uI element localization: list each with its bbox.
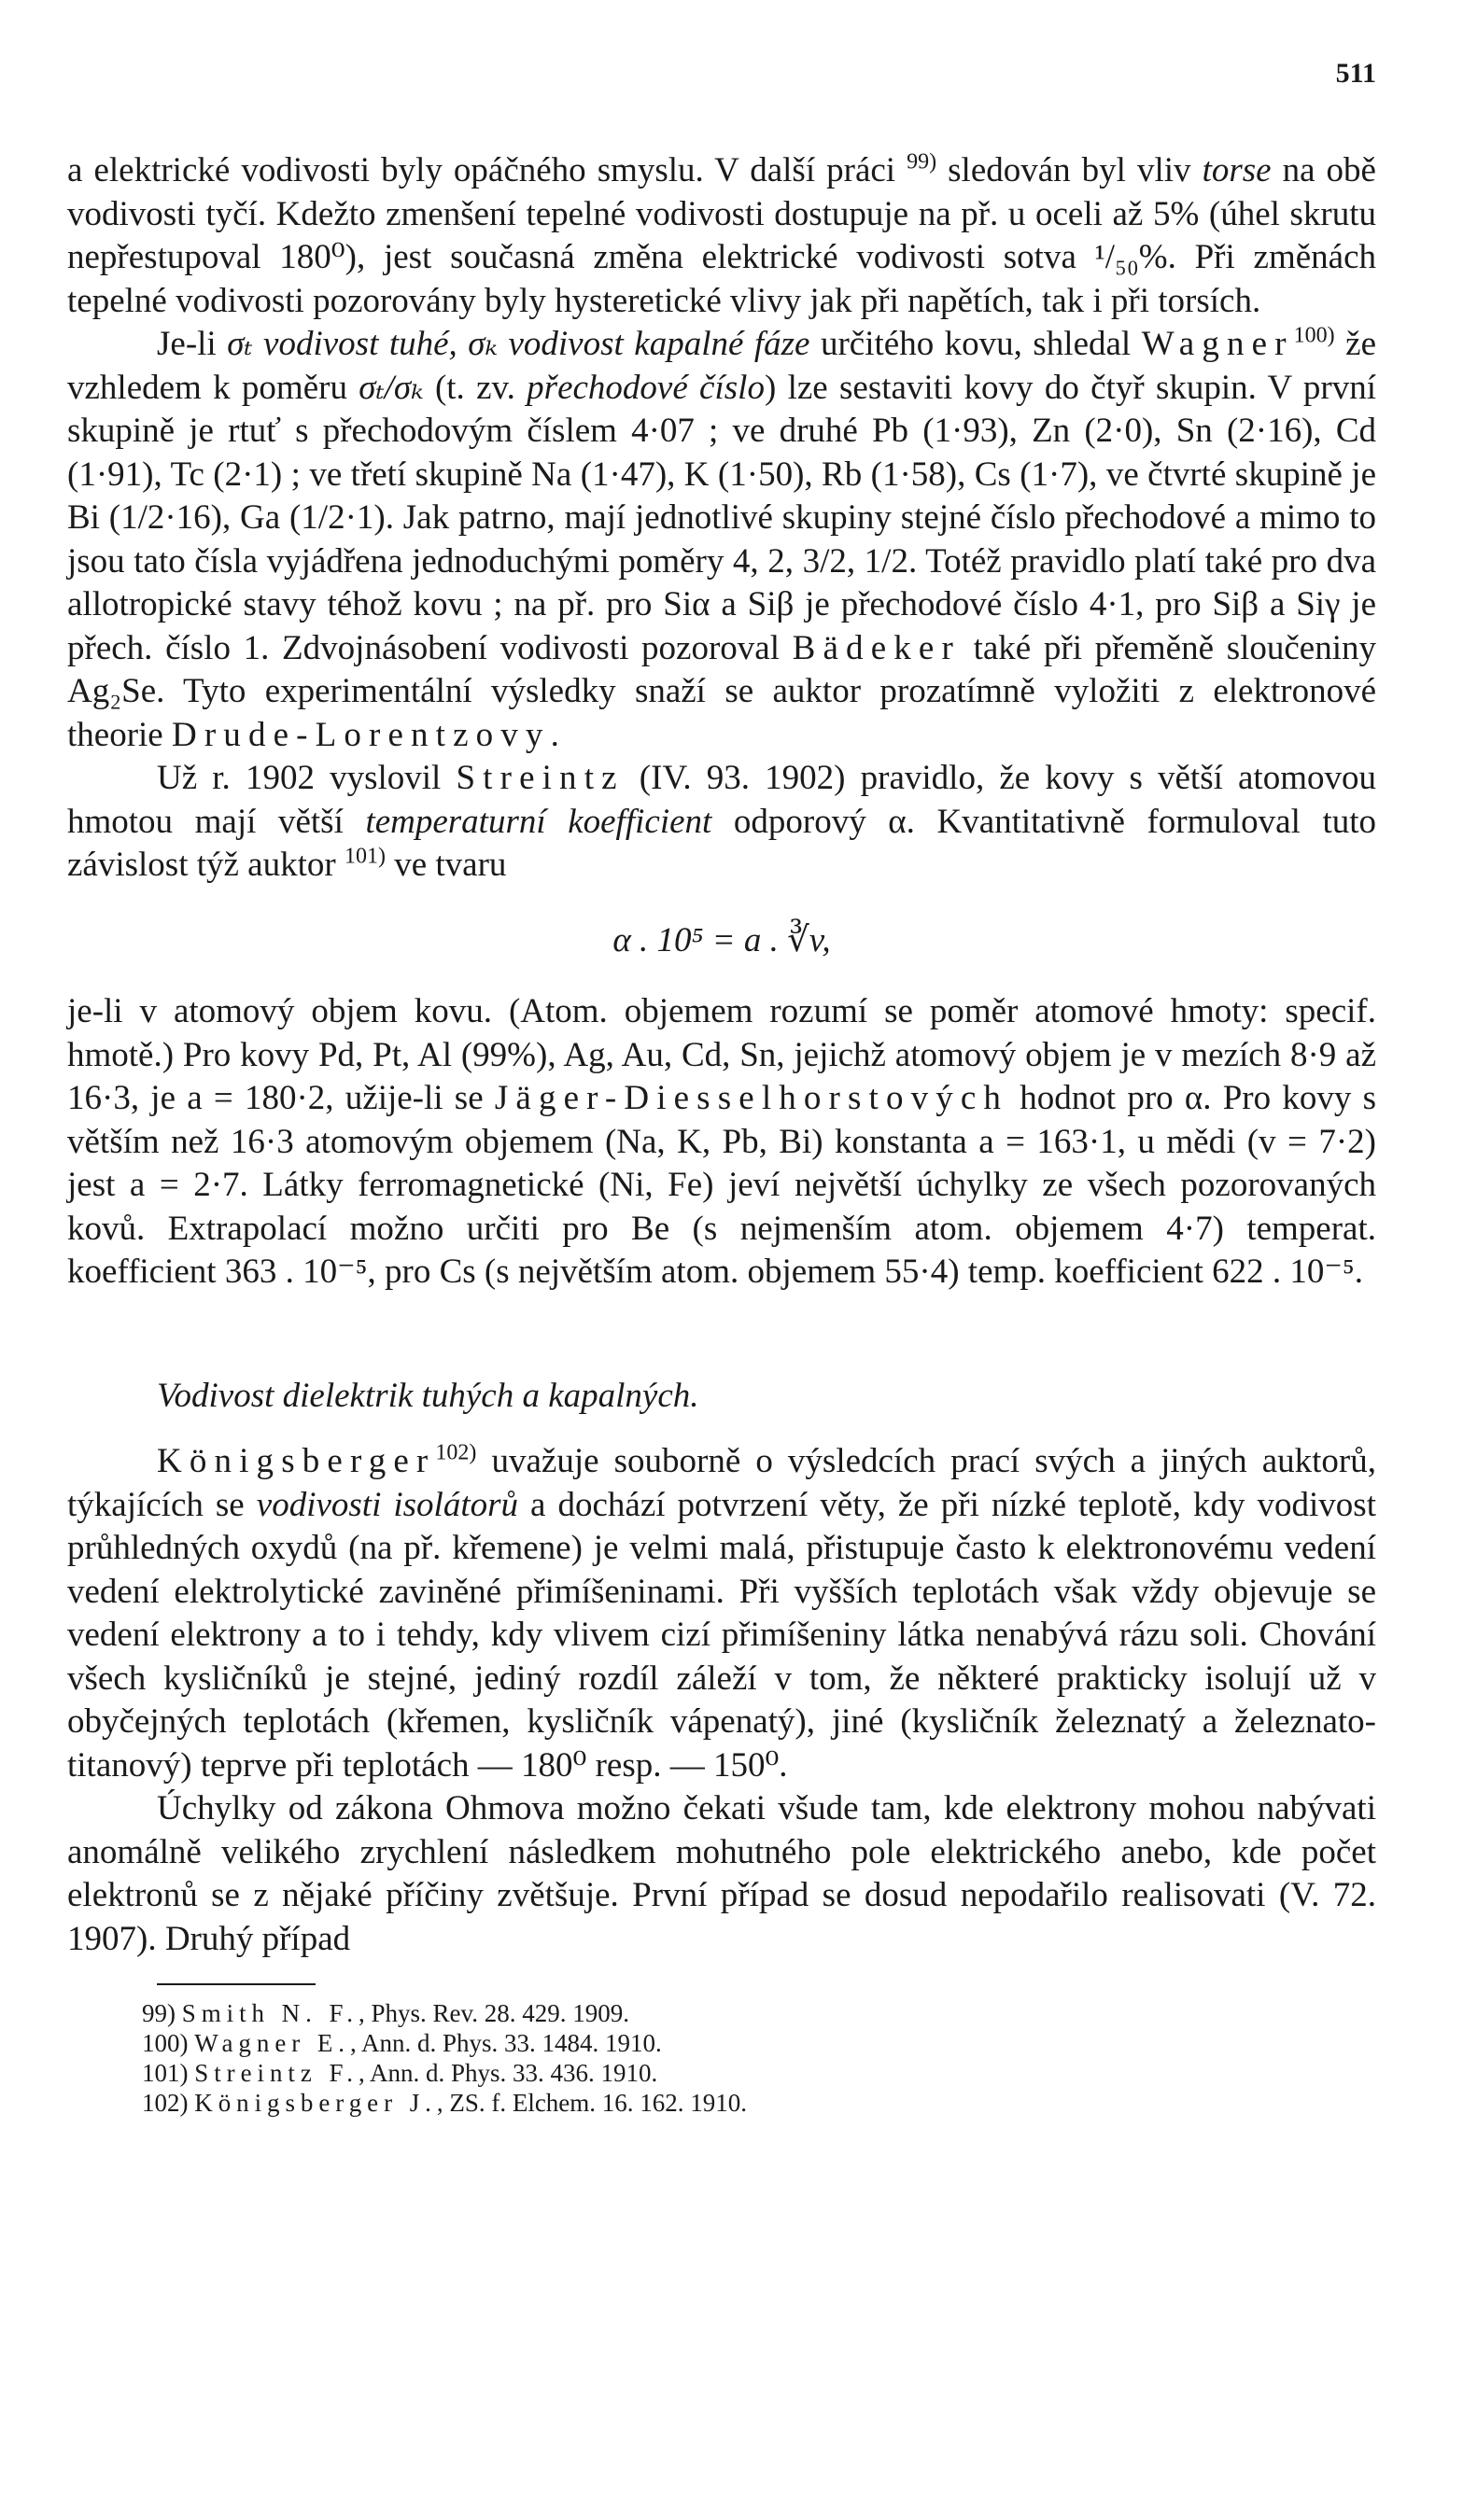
author-name: Königsberger (157, 1442, 436, 1480)
body-text (67, 149, 1376, 2118)
text-run: sledován byl vliv (936, 151, 1203, 189)
footnote-mark: 102) (142, 2089, 189, 2117)
page-number: 511 (1335, 58, 1376, 89)
text-run: ve tvaru (385, 846, 507, 884)
text-run: na obě vodivosti tyčí. Kdežto zmenšení tepelné vodivosti dostupuje na př. u oceli až 5% (úhel skrutu nepřestupoval 180⁰), jest současná změna elektrické vodivosti sotva ¹/₅₀%. Při změnách tepelné vodivosti pozorovány byly hysteretické vlivy jak při napětích, tak i při torsích. (67, 151, 1376, 320)
section-heading: Vodivost dielektrik tuhých a kapalných. (157, 1376, 699, 1415)
paragraph-6: Úchylky od zákona Ohmova možno čekati všude tam, kde elektrony mohou nabývati anomálně velikého zrychlení následkem mohutného pole elektrického anebo, kde počet elektronů se z nějaké příčiny zvětšuje. První případ se dosud nepodařilo realisovati (V. 72. 1907). Druhý případ (67, 1789, 1376, 1958)
author-name: Drude-Lorentzovy (171, 715, 551, 754)
footnote-ref-99[interactable]: 99) (907, 149, 937, 175)
footnote-author: Wagner E. (194, 2029, 350, 2057)
author-name: Bädeker (792, 628, 961, 667)
footnote-text: , ZS. f. Elchem. 16. 162. 1910. (436, 2089, 748, 2117)
text-run: (t. zv. (423, 368, 528, 407)
text-run: ) lze sestaviti kovy do čtyř skupin. V první skupině je rtuť s přechodovým číslem 4·07 ; ve druhé Pb (1·93), Zn (2·0), Sn (2·16), Cd (1·91), Tc (2·1) ; ve třetí skupině Na (1·47), K (1·50), Rb (1·58), Cs (1·7), ve čtvrté skupině je Bi (1/2·16), Ga (1/2·1). Jak patrno, mají jednotlivé skupiny stejné číslo přechodové a mimo to jsou tato čísla vyjádřena jednoduchými poměry 4, 2, 3/2, 1/2. Totéž pravidlo platí také pro dva allotropické stavy téhož kovu ; na př. pro Siα a Siβ je přechodové číslo 4·1, pro Siβ a Siγ je přech. číslo 1. Zdvojnásobení vodivosti pozoroval (67, 368, 1376, 667)
footnote-divider (157, 1983, 316, 1985)
italic-term: přechodové číslo (527, 368, 765, 407)
footnote-text: , Ann. d. Phys. 33. 1484. 1910. (349, 2029, 662, 2057)
paragraph-5 (67, 1440, 1376, 1787)
footnote-101 (67, 2058, 1376, 2088)
footnote-ref-100[interactable]: 100) (1293, 323, 1335, 348)
footnote-mark: 101) (142, 2059, 189, 2087)
text-run: a dochází potvrzení věty, že při nízké teplotě, kdy vodivost průhledných oxydů (na př. křemene) je velmi malá, přistupuje často k elektronovému vedení vedení elektrolytické zaviněné přimíšeninami. Při vyšších teplotách však vždy objevuje se vedení elektrony a to i tehdy, kdy vlivem cizí přimíšeniny látka nenabývá rázu soli. Chování všech kysličníků je stejné, jediný rozdíl záleží v tom, že některé prakticky isolují už v obyčejných teplotách (křemen, kysličník vápenatý), jiné (kysličník železnatý a železnato-titanový) teprve při teplotách — 180⁰ resp. — 150⁰. (67, 1485, 1376, 1785)
text-run: hodnot pro α. Pro kovy s větším než 16·3 atomovým objemem (Na, K, Pb, Bi) konstanta a = 163·1, u mědi (v = 7·2) jest a = 2·7. Látky ferromagnetické (Ni, Fe) jeví největší úchylky ze všech pozorovaných kovů. Extrapolací možno určiti pro Be (s nejmenším atom. objemem 4·7) temperat. koefficient 363 . 10⁻⁵, pro Cs (s největším atom. objemem 55·4) temp. koefficient 622 . 10⁻⁵. (67, 1079, 1376, 1291)
text-run: že vzhledem k poměru (67, 325, 1376, 407)
italic-term: torse (1202, 151, 1272, 189)
footnote-ref-101[interactable]: 101) (344, 844, 386, 869)
text-run: . (550, 715, 559, 754)
paragraph-2 (67, 323, 1376, 757)
text-run: (IV. 93. 1902) pravidlo, že kovy s větší atomovou hmotou mají větší (67, 759, 1376, 841)
text-run: a elektrické vodivosti byly opáčného smyslu. V další práci (67, 151, 907, 189)
footnotes (67, 1998, 1376, 2118)
italic-term: σₜ/σₖ (359, 368, 424, 407)
paragraph-3 (67, 757, 1376, 888)
footnote-mark: 99) (142, 1999, 176, 2027)
author-name: Streintz (456, 759, 625, 797)
footnote-102 (67, 2088, 1376, 2118)
footnote-100 (67, 2028, 1376, 2058)
text-run: také při přeměně sloučeniny Ag₂Se. Tyto experimentální výsledky snaží se auktor prozatímně vyložiti z elektronové theorie (67, 628, 1377, 754)
footnote-mark: 100) (142, 2029, 189, 2057)
footnote-text: , Ann. d. Phys. 33. 436. 1910. (358, 2059, 658, 2087)
text-run: Už r. 1902 vyslovil (157, 759, 457, 797)
paragraph-1 (67, 149, 1376, 323)
text-run: je-li v atomový objem kovu. (Atom. objemem rozumí se poměr atomové hmoty: specif. hmotě.) Pro kovy Pd, Pt, Al (99%), Ag, Au, Cd, Sn, jejichž atomový objem je v mezích 8·9 až 16·3, je a = 180·2, užije-li se (67, 992, 1376, 1117)
footnote-author: Königsberger J. (194, 2089, 437, 2117)
footnote-99 (67, 1998, 1376, 2028)
footnote-ref-102[interactable]: 102) (435, 1440, 477, 1465)
italic-term: σₜ vodivost tuhé, σₖ vodivost kapalné fáze (227, 325, 810, 363)
text-run: uvažuje souborně o výsledcích prací svých a jiných auktorů, týkajících se (67, 1442, 1376, 1524)
italic-term: vodivosti isolátorů (256, 1485, 519, 1524)
author-name: Wagner (1141, 325, 1294, 363)
footnote-text: , Phys. Rev. 28. 429. 1909. (358, 1999, 629, 2027)
italic-term: temperaturní koefficient (365, 802, 712, 841)
author-name: Jäger-Diesselhorstových (494, 1079, 1009, 1117)
text-run: odporový α. Kvantitativně formuloval tuto závislost týž auktor (67, 802, 1377, 884)
text-run: Je-li (157, 325, 228, 363)
text-run: určitého kovu, shledal (809, 325, 1142, 363)
paragraph-4 (67, 990, 1376, 1295)
footnote-author: Streintz F. (194, 2059, 359, 2087)
footnote-author: Smith N. F. (181, 1999, 359, 2027)
formula: α . 10⁵ = a . ∛v, (612, 920, 831, 959)
